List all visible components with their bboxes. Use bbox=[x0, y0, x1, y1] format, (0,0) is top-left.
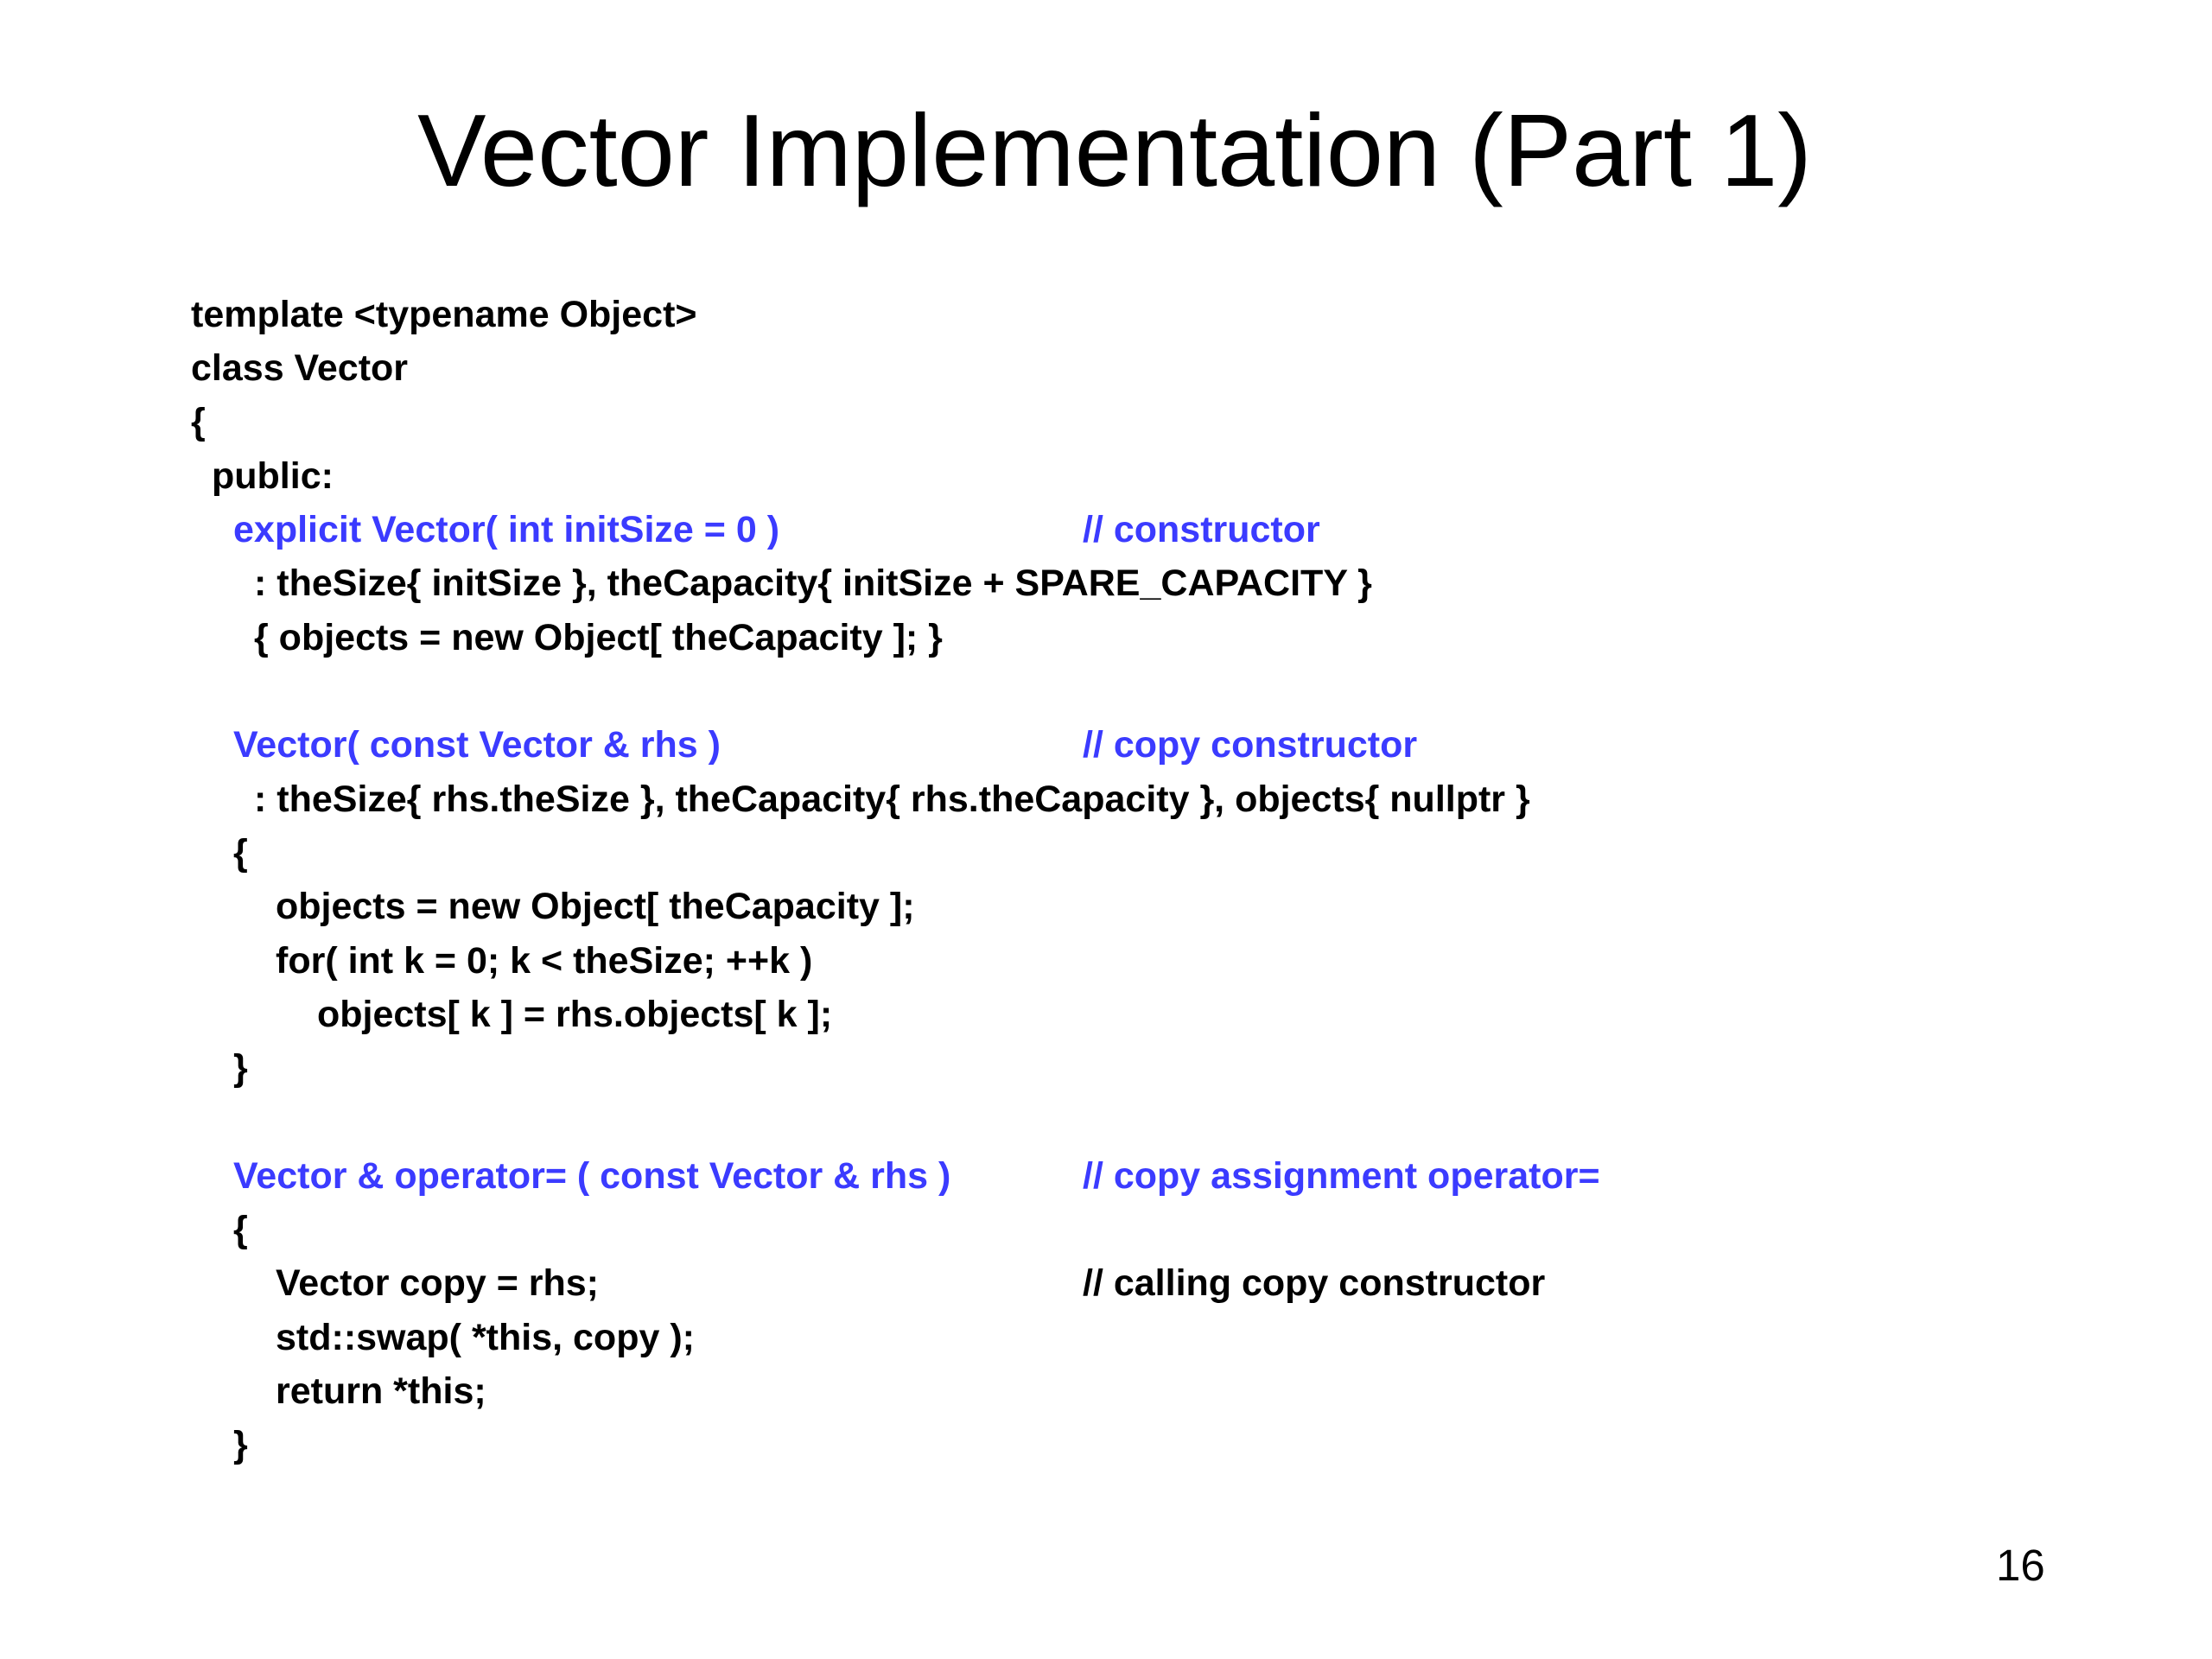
class-open-brace: { bbox=[191, 401, 206, 442]
constructor-initializer: : theSize{ initSize }, theCapacity{ initSize + SPARE_CAPACITY } bbox=[254, 563, 1372, 604]
assignment-swap-line: std::swap( *this, copy ); bbox=[276, 1317, 695, 1358]
page-number: 16 bbox=[1996, 1541, 2045, 1590]
assignment-operator-open-brace: { bbox=[233, 1209, 248, 1250]
copy-constructor-initializer: : theSize{ rhs.theSize }, theCapacity{ rhs.theCapacity }, objects{ nullptr } bbox=[254, 779, 1530, 820]
copy-constructor-signature: Vector( const Vector & rhs ) bbox=[233, 724, 721, 766]
assignment-return-line: return *this; bbox=[276, 1370, 486, 1412]
assignment-copy-line: Vector copy = rhs; bbox=[276, 1262, 600, 1304]
copy-constructor-comment: // copy constructor bbox=[1083, 724, 1418, 766]
constructor-signature: explicit Vector( int initSize = 0 ) bbox=[233, 509, 780, 550]
constructor-comment: // constructor bbox=[1083, 509, 1320, 550]
class-declaration: class Vector bbox=[191, 347, 409, 389]
copy-constructor-assignment: objects[ k ] = rhs.objects[ k ]; bbox=[317, 994, 833, 1035]
copy-constructor-close-brace: } bbox=[233, 1047, 248, 1089]
assignment-operator-comment: // copy assignment operator= bbox=[1083, 1155, 1600, 1197]
assignment-copy-comment: // calling copy constructor bbox=[1083, 1262, 1546, 1304]
slide-title: Vector Implementation (Part 1) bbox=[417, 93, 1812, 208]
constructor-body: { objects = new Object[ theCapacity ]; } bbox=[254, 617, 943, 658]
copy-constructor-allocation: objects = new Object[ theCapacity ]; bbox=[276, 886, 915, 927]
copy-constructor-open-brace: { bbox=[233, 832, 248, 874]
public-label: public: bbox=[212, 455, 334, 497]
copy-constructor-loop: for( int k = 0; k < theSize; ++k ) bbox=[276, 940, 813, 982]
template-declaration: template <typename Object> bbox=[191, 294, 697, 335]
assignment-operator-signature: Vector & operator= ( const Vector & rhs ) bbox=[233, 1155, 951, 1197]
assignment-operator-close-brace: } bbox=[233, 1424, 248, 1465]
